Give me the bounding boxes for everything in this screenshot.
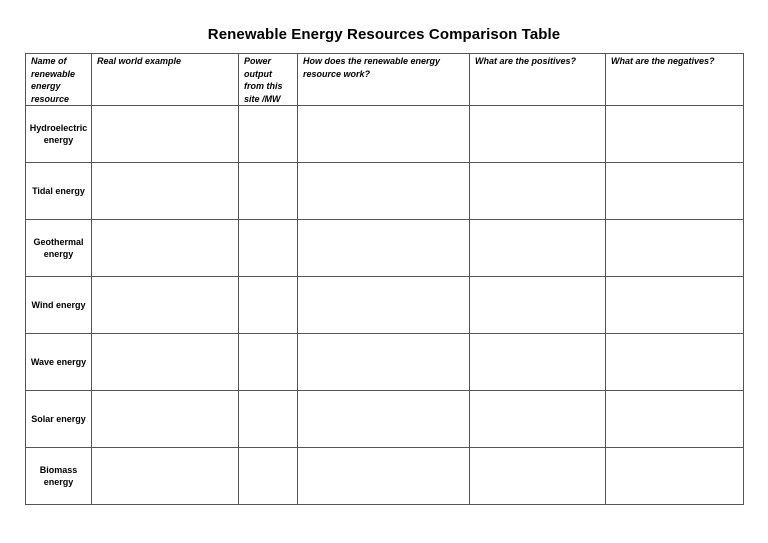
header-power-output: Power output from this site /MW: [239, 54, 298, 106]
cell-negatives[interactable]: [606, 163, 744, 220]
row-label-biomass: Biomass energy: [26, 448, 92, 505]
cell-how-it-works[interactable]: [298, 448, 470, 505]
header-negatives: What are the negatives?: [606, 54, 744, 106]
table-row: [26, 220, 744, 277]
cell-power-output[interactable]: [239, 163, 298, 220]
row-label-solar: Solar energy: [26, 391, 92, 448]
cell-real-world-example[interactable]: [92, 220, 239, 277]
cell-real-world-example[interactable]: [92, 391, 239, 448]
cell-positives[interactable]: [470, 334, 606, 391]
table-row: [26, 334, 744, 391]
cell-power-output[interactable]: [239, 391, 298, 448]
cell-power-output[interactable]: [239, 277, 298, 334]
cell-how-it-works[interactable]: [298, 220, 470, 277]
cell-positives[interactable]: [470, 277, 606, 334]
cell-real-world-example[interactable]: [92, 163, 239, 220]
cell-negatives[interactable]: [606, 277, 744, 334]
table-row: [26, 106, 744, 163]
cell-how-it-works[interactable]: [298, 277, 470, 334]
cell-negatives[interactable]: [606, 106, 744, 163]
cell-negatives[interactable]: [606, 391, 744, 448]
cell-positives[interactable]: [470, 448, 606, 505]
table-row: [26, 391, 744, 448]
header-how-it-works: How does the renewable energy resource work?: [298, 54, 470, 106]
cell-positives[interactable]: [470, 220, 606, 277]
cell-positives[interactable]: [470, 106, 606, 163]
cell-negatives[interactable]: [606, 448, 744, 505]
cell-power-output[interactable]: [239, 334, 298, 391]
table-header-row: [26, 54, 744, 106]
row-label-hydroelectric: Hydroelectric energy: [26, 106, 92, 163]
cell-how-it-works[interactable]: [298, 334, 470, 391]
cell-real-world-example[interactable]: [92, 448, 239, 505]
header-positives: What are the positives?: [470, 54, 606, 106]
row-label-wave: Wave energy: [26, 334, 92, 391]
comparison-table: [25, 53, 744, 505]
cell-power-output[interactable]: [239, 106, 298, 163]
cell-power-output[interactable]: [239, 448, 298, 505]
header-resource-name: Name of renewable energy resource: [26, 54, 92, 106]
cell-negatives[interactable]: [606, 334, 744, 391]
cell-how-it-works[interactable]: [298, 391, 470, 448]
cell-positives[interactable]: [470, 163, 606, 220]
page-title: Renewable Energy Resources Comparison Table: [207, 26, 561, 43]
cell-power-output[interactable]: [239, 220, 298, 277]
cell-real-world-example[interactable]: [92, 277, 239, 334]
cell-positives[interactable]: [470, 391, 606, 448]
row-label-wind: Wind energy: [26, 277, 92, 334]
table-row: [26, 163, 744, 220]
cell-real-world-example[interactable]: [92, 106, 239, 163]
row-label-geothermal: Geothermal energy: [26, 220, 92, 277]
cell-how-it-works[interactable]: [298, 163, 470, 220]
cell-negatives[interactable]: [606, 220, 744, 277]
table-row: [26, 448, 744, 505]
cell-real-world-example[interactable]: [92, 334, 239, 391]
header-real-world-example: Real world example: [92, 54, 239, 106]
table-row: [26, 277, 744, 334]
cell-how-it-works[interactable]: [298, 106, 470, 163]
row-label-tidal: Tidal energy: [26, 163, 92, 220]
